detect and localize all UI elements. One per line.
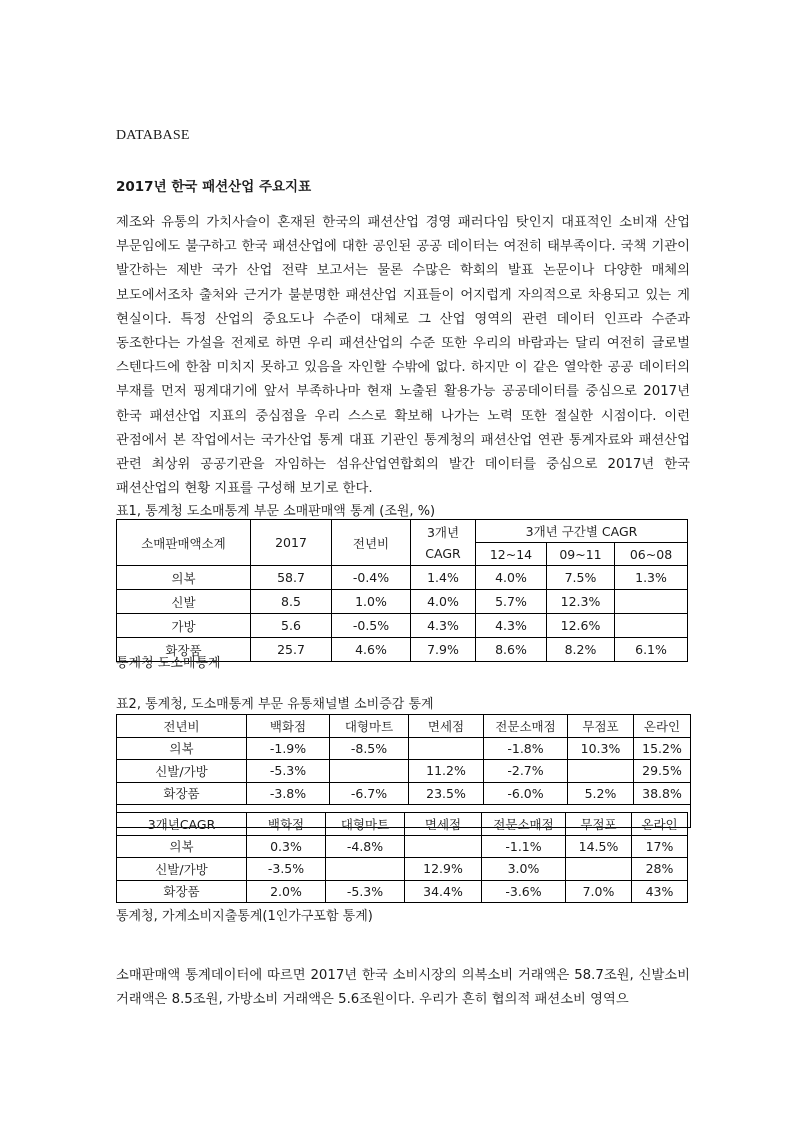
header-cell: 온라인 [634,715,691,738]
header-cell: 전문소매점 [482,813,566,836]
header-cell: 2017 [251,520,332,566]
table-cell: 1.4% [411,566,476,590]
row-label: 의복 [117,566,251,590]
table-cell: -3.6% [482,880,566,903]
header-cell: 12~14 [476,543,547,566]
table-cell: 5.6 [251,614,332,638]
table1-source: 통계청 도소매통계 [116,656,221,671]
row-label: 의복 [117,835,247,858]
table2-caption: 표2, 통계청, 도소매통계 부문 유통채널별 소비증감 통계 [116,697,434,712]
table-cell: 28% [632,858,688,881]
table-cell: 17% [632,835,688,858]
table-cell: 8.2% [547,638,615,662]
table-cell: 12.3% [547,590,615,614]
row-label: 화장품 [117,782,247,805]
table-row [117,760,691,783]
table-cell: -0.5% [332,614,411,638]
table-cell [615,590,688,614]
table-cell: 12.6% [547,614,615,638]
table-row [117,880,688,903]
table-cell: 14.5% [566,835,632,858]
table-cell: 2.0% [247,880,326,903]
header-cell: 3개년CAGR [117,813,247,836]
table-cell [330,760,409,783]
table-cell: -8.5% [330,737,409,760]
table-cell: -3.5% [247,858,326,881]
table-cell [568,760,634,783]
table-header-row [117,813,688,836]
table-cell: 3.0% [482,858,566,881]
retail-sales-table [116,519,688,662]
table-cell: 12.9% [405,858,482,881]
table-cell: 10.3% [568,737,634,760]
header-cell: 전문소매점 [484,715,568,738]
row-label: 화장품 [117,880,247,903]
table-cell: -2.7% [484,760,568,783]
table-cell: 4.6% [332,638,411,662]
channel-yoy-table [116,714,691,828]
table-cell: -1.9% [247,737,330,760]
table-cell: 34.4% [405,880,482,903]
table-cell: -6.0% [484,782,568,805]
table-cell: 4.3% [411,614,476,638]
table-row [117,858,688,881]
article-title: 2017년 한국 패션산업 주요지표 [116,179,312,195]
table-cell: -3.8% [247,782,330,805]
header-cell: 온라인 [632,813,688,836]
table-cell [615,614,688,638]
table-cell: -1.8% [484,737,568,760]
table1-caption: 표1, 통계청 도소매통계 부문 소매판매액 통계 (조원, %) [116,504,436,519]
table-cell: 7.0% [566,880,632,903]
table-cell: 58.7 [251,566,332,590]
row-label: 신발/가방 [117,760,247,783]
table-row [117,566,688,590]
table-row [117,590,688,614]
table-cell: 6.1% [615,638,688,662]
header-cell: 무점포 [566,813,632,836]
header-cell: 무점포 [568,715,634,738]
table-cell: 23.5% [409,782,484,805]
header-cell: 백화점 [247,813,326,836]
header-cell: 09~11 [547,543,615,566]
table-cell [326,858,405,881]
table-header-row [117,520,688,543]
table-row [117,782,691,805]
header-cell: 3개년 구간별 CAGR [476,520,688,543]
channel-cagr-table [116,812,688,903]
table-cell: 0.3% [247,835,326,858]
table-cell: 8.5 [251,590,332,614]
table-cell: -5.3% [326,880,405,903]
table-cell: 7.9% [411,638,476,662]
table-cell: -4.8% [326,835,405,858]
table-cell: 5.2% [568,782,634,805]
table-cell: -6.7% [330,782,409,805]
table-row [117,835,688,858]
table-header-row [117,715,691,738]
table-cell: -0.4% [332,566,411,590]
header-cell: 06~08 [615,543,688,566]
header-cell: 백화점 [247,715,330,738]
header-cell: 전년비 [117,715,247,738]
table-cell [409,737,484,760]
table-row [117,614,688,638]
row-label: 화장품 [117,638,251,662]
header-cell [411,520,476,566]
table-cell: 25.7 [251,638,332,662]
table-cell: 7.5% [547,566,615,590]
table-cell: 4.0% [411,590,476,614]
table-cell: 8.6% [476,638,547,662]
table-cell: 1.0% [332,590,411,614]
table-cell [405,835,482,858]
header-cell-line: 3개년 [426,524,460,540]
table-cell: 5.7% [476,590,547,614]
section-label: DATABASE [116,128,190,143]
table3-source: 통계청, 가계소비지출통계(1인가구포함 통계) [116,909,373,924]
header-cell: 소매판매액소계 [117,520,251,566]
table-cell: -5.3% [247,760,330,783]
header-cell: 면세점 [409,715,484,738]
row-label: 신발 [117,590,251,614]
table-cell: 1.3% [615,566,688,590]
header-cell: 전년비 [332,520,411,566]
table-cell: 15.2% [634,737,691,760]
header-cell: 대형마트 [326,813,405,836]
row-label: 신발/가방 [117,858,247,881]
row-label: 가방 [117,614,251,638]
header-cell: 면세점 [405,813,482,836]
table-row [117,737,691,760]
table-cell: 43% [632,880,688,903]
table-cell: 38.8% [634,782,691,805]
header-cell: 대형마트 [330,715,409,738]
table-cell: -1.1% [482,835,566,858]
row-label: 의복 [117,737,247,760]
table-cell: 4.0% [476,566,547,590]
body-paragraph: 소매판매액 통계데이터에 따르면 2017년 한국 소비시장의 의복소비 거래액은 58.7조원, 신발소비 거래액은 8.5조원, 가방소비 거래액은 5.6조원이다. 우리가 흔히 협의적 패션소비 영역으 [116,968,690,1008]
intro-paragraph: 제조와 유통의 가치사슬이 혼재된 한국의 패션산업 경영 패러다임 탓인지 대표적인 소비재 산업 부문임에도 불구하고 한국 패션산업에 대한 공인된 공공 데이터는 여전히 태부족이다. 국책 기관이 발간하는 제반 국가 산업 전략 보고서는 물론 수많은 학회의 발표 논문이나 다양한 매체의 보도에서조차 출처와 근거가 불분명한 패션산업 지표들이 어지럽게 자의적으로 차용되고 있는 게 현실이다. 특정 산업의 중요도나 수준이 대체로 그 산업 영역의 관련 데이터 인프라 수준과 동조한다는 가설을 전제로 하면 우리 패션산업의 수준 또한 우리의 바람과는 달리 여전히 글로벌 스텐다드에 한참 미치지 못하고 있음을 자인할 수밖에 없다. 하지만 이 같은 열악한 공공 데이터의 부재를 먼저 핑계대기에 앞서 부족하나마 현재 노출된 활용가능 공공데이터를 중심으로 2017년 한국 패션산업 지표의 중심점을 우리 스스로 확보해 나가는 노력 또한 절실한 시점이다. 이런 관점에서 본 작업에서는 국가산업 통계 대표 기관인 통계청의 패션산업 연관 통계자료와 패션산업 관련 최상위 공공기관을 자임하는 섬유산업연합회의 발간 데이터를 중심으로 2017년 한국 패션산업의 현황 지표를 구성해 보기로 한다. [116,215,690,497]
table-cell: 11.2% [409,760,484,783]
table-cell: 4.3% [476,614,547,638]
table-cell [566,858,632,881]
header-cell-line: CAGR [425,545,461,561]
table-cell: 29.5% [634,760,691,783]
